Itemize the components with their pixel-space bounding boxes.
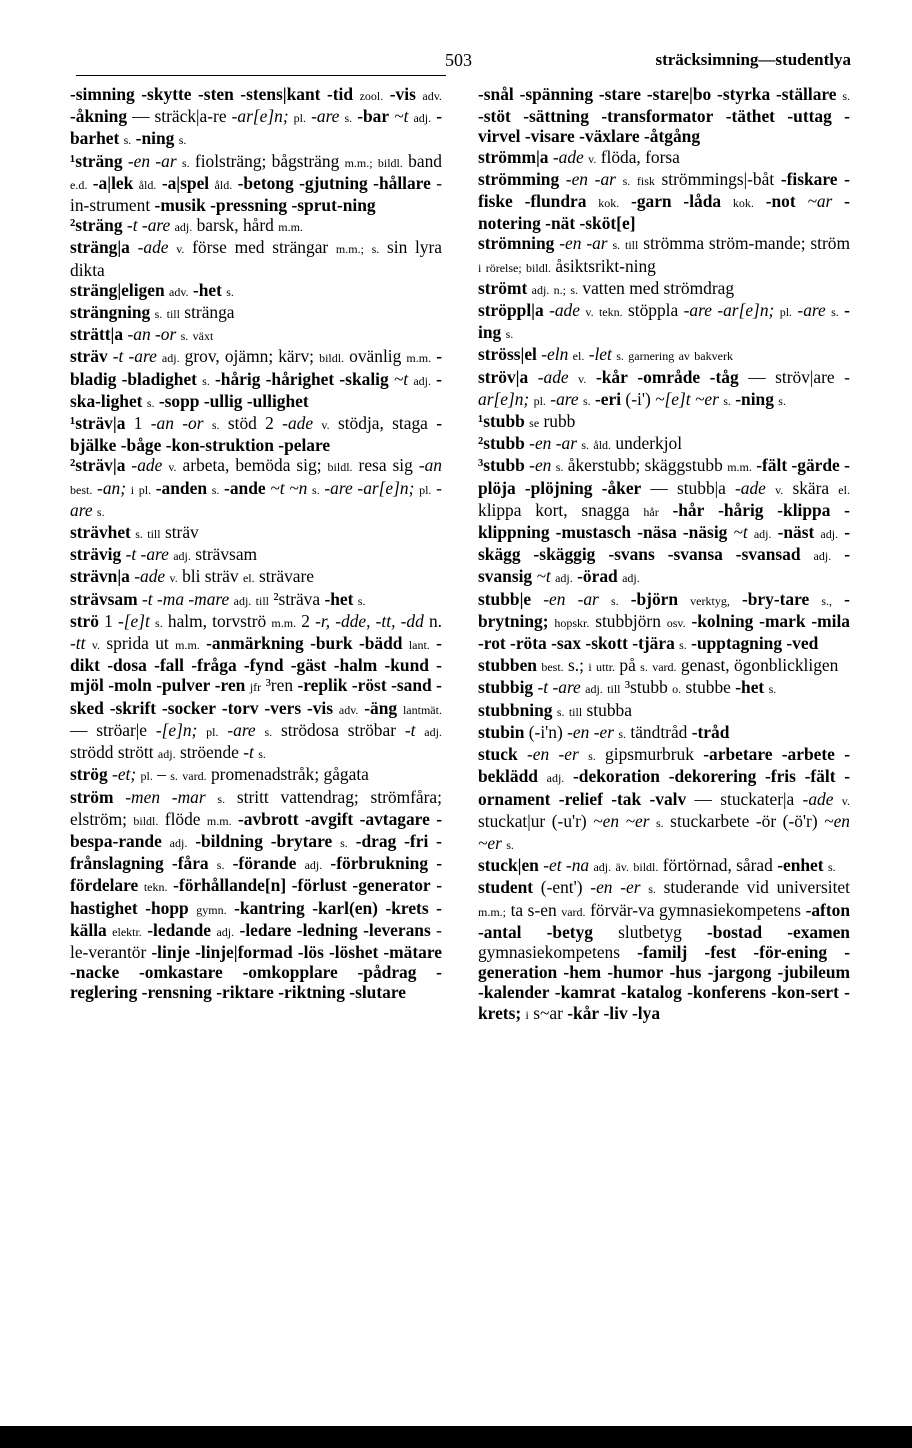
dictionary-entry: stubbig -t -are adj. till ³stubb o. stubbe -het s.: [478, 677, 777, 698]
header-rule: [76, 75, 446, 76]
dictionary-entry: stubin (-i'n) -en -er s. tändtråd -tråd: [478, 721, 730, 742]
dictionary-entry: stubbning s. till stubba: [478, 699, 632, 720]
dictionary-entry: sträv -t -are adj. grov, ojämn; kärv; bildl. ovänlig m.m. -bladig -bladighet s. -hårig -hårighet -skalig ~t adj. -ska-lighet s. -sopp -ullig -ullighet: [70, 346, 442, 411]
page-header: [76, 50, 851, 76]
dictionary-entry: strävhet s. till sträv: [70, 522, 199, 543]
dictionary-entry: strö 1 -[e]t s. halm, torvströ m.m. 2 -r, -dde, -tt, -dd n. -tt v. sprida ut m.m. -anmärkning -burk -bädd lant. -dikt -dosa -fall -fråga -fynd -gäst -halm -kund -mjöl -moln -pulver -ren jfr ³ren -replik -röst -sand -sked -skrift -socker -torv -vers -vis adv. -äng lantmät. — ströar|e -[e]n; pl. -are s. strödosa ströbar -t adj. strödd strött adj. ströende -t s.: [70, 610, 442, 763]
dictionary-entry: sträng|a -ade v. förse med strängar m.m.; s. sin lyra dikta: [70, 237, 443, 280]
dictionary-entry: ³stubb -en s. åkerstubb; skäggstubb m.m. -fält -gärde -plöja -plöjning -åker — stubb|a -ade v. skära el. klippa kort, snagga hår -hår -hårig -klippa -klippning -mustasch -näsa -näsig ~t adj. -näst adj. -skägg -skäggig -svans -svansa -svansad adj. -svansig ~t adj. -örad adj.: [478, 455, 850, 587]
dictionary-entry: strömning -en -ar s. till strömma ström-mande; ström i rörelse; bildl. åsiktsrikt-ning: [478, 233, 850, 276]
page-number: 503: [445, 50, 472, 70]
dictionary-entry: stubb|e -en -ar s. -björn verktyg, -bry-tare s., -brytning; hopskr. stubbjörn osv. -kolning -mark -mila -rot -röta -sax -skott -tjära s. -upptagning -ved: [478, 588, 850, 654]
dictionary-entry: ströss|el -eln el. -let s. garnering av bakverk: [478, 344, 733, 365]
dictionary-entry: strätt|a -an -or s. växt: [70, 324, 214, 345]
dictionary-entry: strävig -t -are adj. strävsam: [70, 544, 258, 565]
dictionary-entry: -snål -spänning -stare -stare|bo -styrka -ställare s. -stöt -sättning -transformator -täthet -uttag -virvel -visare -växlare -åtgång: [478, 84, 850, 147]
dictionary-entry: strög -et; pl. – s. vard. promenadstråk; gågata: [70, 764, 369, 785]
dictionary-entry: ¹stubb se rubb: [478, 411, 576, 432]
dictionary-entry: stuck -en -er s. gipsmurbruk -arbetare -arbete -beklädd adj. -dekoration -dekorering -fris -fält -ornament -relief -tak -valv — stuckater|a -ade v. stuckat|ur (-u'r) ~en ~er s. stuckarbete -ör (-ö'r) ~en ~er s.: [478, 744, 850, 853]
left-column: [70, 84, 442, 1003]
dictionary-entry: -simning -skytte -sten -stens|kant -tid zool. -vis adv. -åkning — sträck|a-re -ar[e]n; pl. -are s. -bar ~t adj. -barhet s. -ning s.: [70, 84, 442, 149]
running-title: sträcksimning—studentlya: [655, 50, 851, 69]
dictionary-entry: strömt adj. n.; s. vatten med strömdrag: [478, 277, 735, 298]
right-column: [478, 84, 850, 1025]
dictionary-entry: strömm|a -ade v. flöda, forsa: [478, 146, 680, 167]
dictionary-entry: ²sträng -t -are adj. barsk, hård m.m.: [70, 215, 303, 236]
dictionary-entry: strävsam -t -ma -mare adj. till ²sträva -het s.: [70, 588, 366, 609]
dictionary-entry: ströppl|a -ade v. tekn. stöppla -are -ar[e]n; pl. -are s. -ing s.: [478, 300, 850, 343]
dictionary-entry: sträng|eligen adv. -het s.: [70, 279, 234, 300]
dictionary-entry: ¹sträng -en -ar s. fiolsträng; bågsträng m.m.; bildl. band e.d. -a|lek åld. -a|spel åld. -betong -gjutning -hållare -in-strument -musik -pressning -sprut-ning: [70, 150, 442, 216]
dictionary-entry: ²sträv|a -ade v. arbeta, bemöda sig; bildl. resa sig -an best. -an; i pl. -anden s. -ande ~t ~n s. -are -ar[e]n; pl. -are s.: [70, 455, 442, 520]
scan-border: [0, 1426, 912, 1448]
dictionary-entry: ström -men -mar s. stritt vattendrag; strömfåra; elström; bildl. flöde m.m. -avbrott -avgift -avtagare -bespa-rande adj. -bildning -brytare s. -drag -fri -frånslagning -fåra s. -förande adj. -förbrukning -fördelare tekn. -förhållande[n] -förlust -generator -hastighet -hopp gymn. -kantring -karl(en) -krets -källa elektr. -ledande adj. -ledare -ledning -leverans -le-verantör -linje -linje|formad -lös -löshet -mätare -nacke -omkastare -omkopplare -pådrag -reglering -rensning -riktare -riktning -slutare: [70, 786, 443, 1003]
dictionary-entry: student (-ent') -en -er s. studerande vid universitet m.m.; ta s-en vard. förvär-va gymnasiekompetens -afton -antal -betyg slutbetyg -bostad -examen gymnasiekompetens -familj -fest -för-ening -generation -hem -humor -hus -jargong -jubileum -kalender -kamrat -katalog -konferens -kon-sert -krets; i s~ar -kår -liv -lya: [478, 877, 851, 1023]
dictionary-entry: stuck|en -et -na adj. äv. bildl. förtörnad, sårad -enhet s.: [478, 855, 836, 876]
dictionary-entry: strängning s. till stränga: [70, 302, 235, 323]
dictionary-entry: strömming -en -ar s. fisk strömmings|-båt -fiskare -fiske -flundra kok. -garn -låda kok. -not ~ar -notering -nät -sköt[e]: [478, 168, 850, 234]
dictionary-entry: ²stubb -en -ar s. åld. underkjol: [478, 433, 683, 454]
dictionary-entry: stubben best. s.; i uttr. på s. vard. genast, ögonblickligen: [478, 655, 839, 676]
dictionary-entry: strävn|a -ade v. bli sträv el. strävare: [70, 566, 315, 587]
dictionary-entry: ¹sträv|a 1 -an -or s. stöd 2 -ade v. stödja, staga -bjälke -båge -kon-struktion -pelare: [70, 413, 443, 456]
dictionary-entry: ströv|a -ade v. -kår -område -tåg — ströv|are -ar[e]n; pl. -are s. -eri (-i') ~[e]t ~er s. -ning s.: [478, 366, 850, 409]
